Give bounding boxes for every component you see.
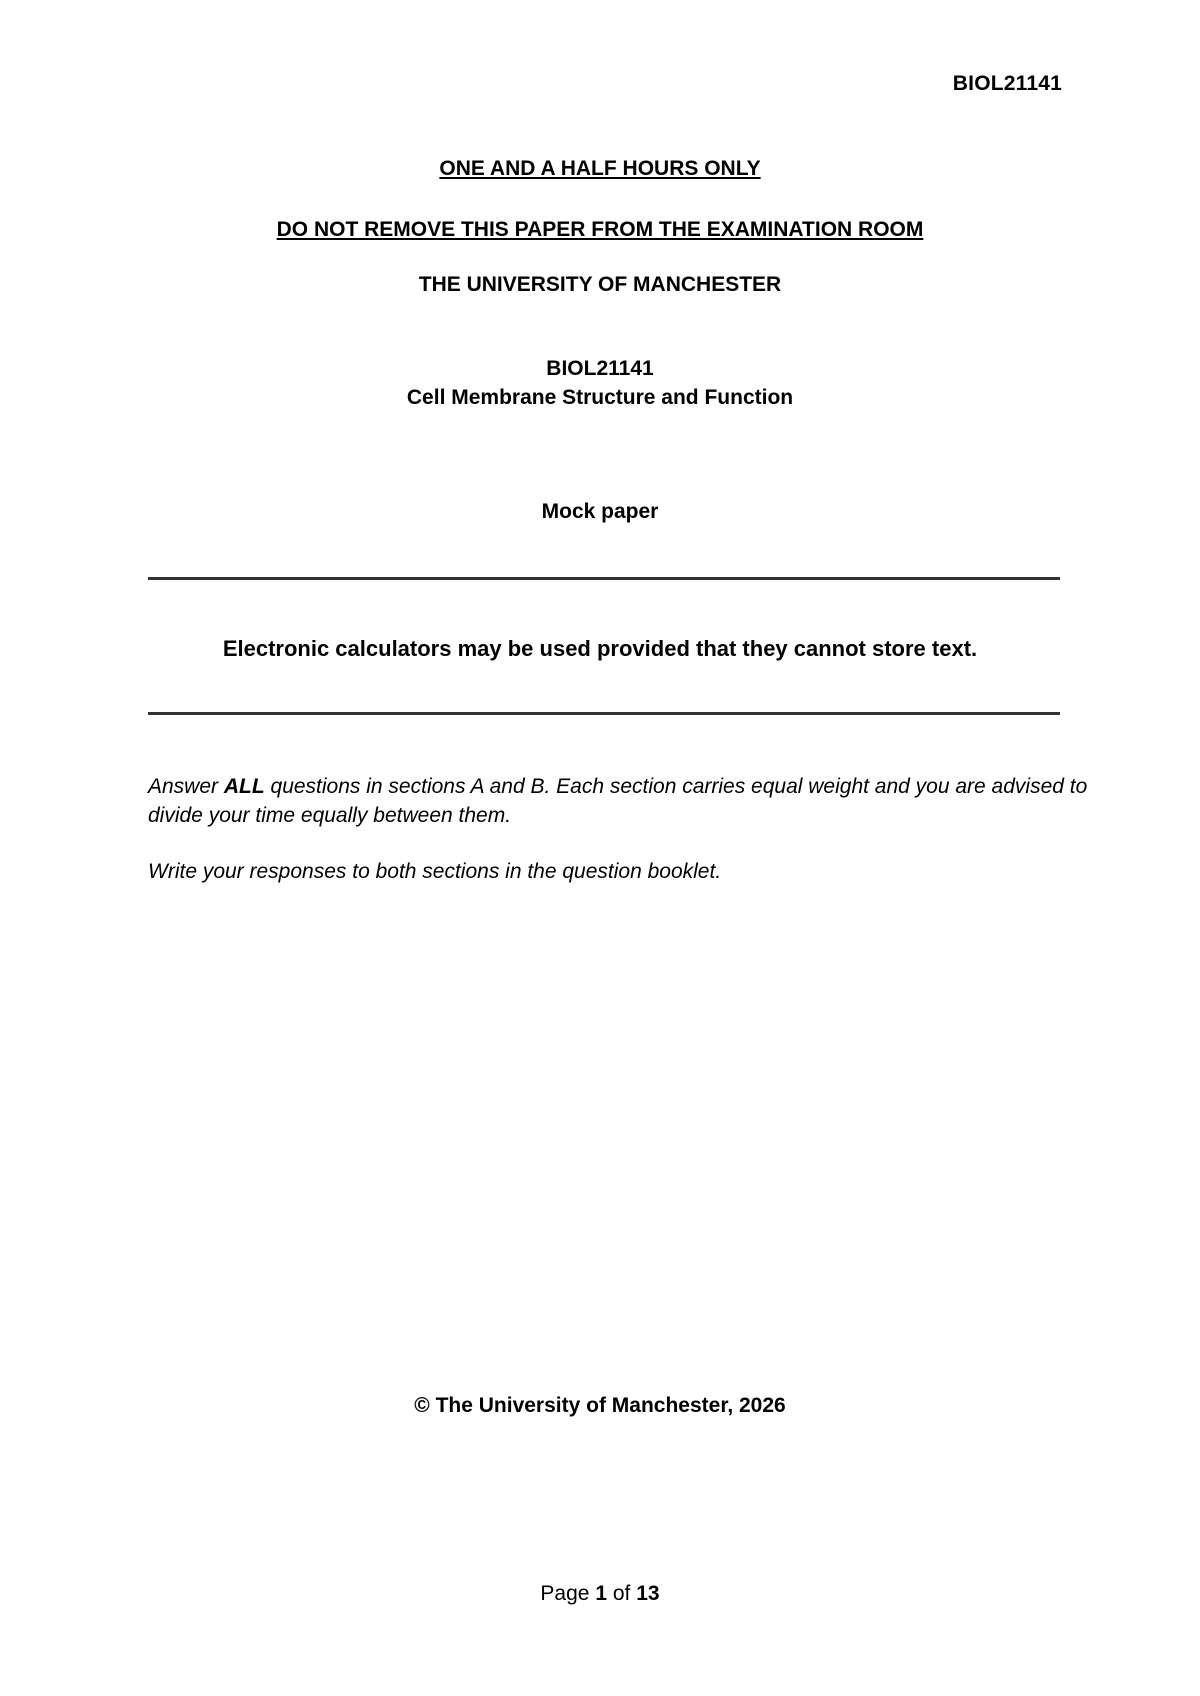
of-label: of	[612, 1582, 631, 1605]
total-pages: 13	[636, 1582, 660, 1605]
page-label: Page	[540, 1582, 590, 1605]
instruction-emphasis: ALL	[223, 775, 265, 798]
top-divider	[148, 577, 1060, 580]
instruction-suffix: questions in sections A and B. Each section carries equal weight and you are advised to divide your time equally between them.	[148, 775, 1088, 827]
page-number	[0, 1582, 1200, 1606]
copyright-notice: © The University of Manchester, 2026	[414, 1394, 786, 1417]
instruction-prefix: Answer	[148, 775, 224, 798]
bottom-divider	[148, 712, 1060, 715]
paper-type: Mock paper	[541, 500, 659, 523]
current-page: 1	[595, 1582, 607, 1605]
instruction-write-responses: Write your responses to both sections in the question booklet.	[148, 860, 722, 883]
instruction-answer-all	[148, 772, 1088, 830]
course-code: BIOL21141	[546, 357, 654, 380]
header-course-code: BIOL21141	[952, 72, 1062, 95]
university-name: THE UNIVERSITY OF MANCHESTER	[418, 273, 782, 296]
course-title: Cell Membrane Structure and Function	[406, 386, 794, 409]
calculator-notice: Electronic calculators may be used provided that they cannot store text.	[222, 636, 978, 661]
removal-notice: DO NOT REMOVE THIS PAPER FROM THE EXAMINATION ROOM	[276, 218, 924, 241]
exam-duration: ONE AND A HALF HOURS ONLY	[439, 157, 761, 180]
